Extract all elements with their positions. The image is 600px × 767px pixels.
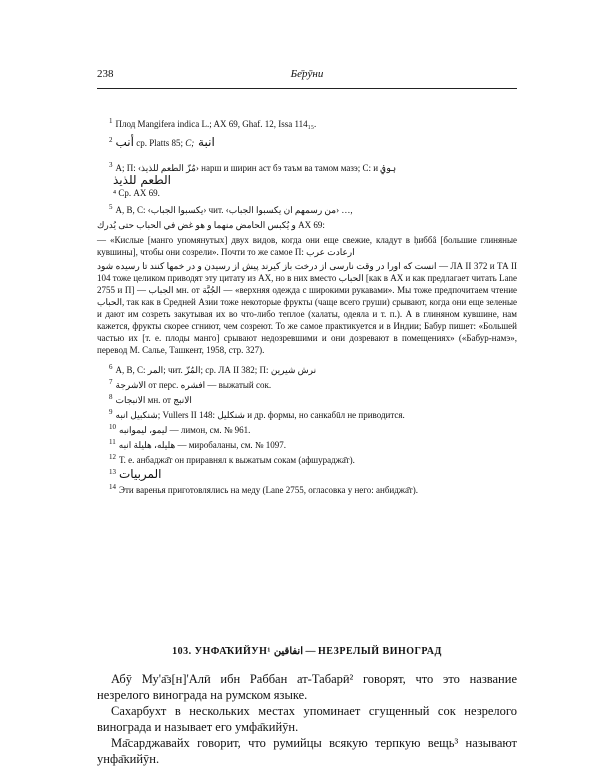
footnote-7: $^7$ الاشرجة от перс. افشره — выжатый сок. xyxy=(109,378,272,390)
page-number: 238 xyxy=(97,68,114,80)
page-header xyxy=(97,68,517,84)
footnotes xyxy=(97,115,517,496)
footnote-2: $^2$ أنب ср. Platts 85; C; انبة xyxy=(109,135,215,149)
body-paragraph: Ма̄сарджавайх говорит, что румийцы всякую терпкую вещь³ называют унфа̄кийӯн. xyxy=(97,736,517,766)
footnote-8: $^8$ الانبجات мн. от الانبج xyxy=(109,393,192,405)
footnote-10: $^{10}$ ليمو، ليموانبه — лимон, см. № 961. xyxy=(109,423,251,435)
footnote-3-cont: الطعم للذيذ xyxy=(113,173,171,187)
body-paragraph: Абӯ Му'а̄з[н]'Алӣ ибн Раббан ат-Табарӣ² говорят, что это название незрелого винограда на румском языке. xyxy=(97,672,517,702)
footnote-5-arabic: و يُكبس الحامض منهما و هو غض في الحباب حتى يُدرك AX 69: xyxy=(97,220,325,230)
footnote-3: $^3$ A; П: ‹مُزّ الطعم للذيذ› нарш и ширин аст бэ таъм ва тамом мазэ; C: и ہوفي xyxy=(109,161,397,173)
header-rule xyxy=(97,88,517,89)
footnote-6: $^6$ A, B, C: المر; чит. المُزّ; ср. ЛА II 382; П: نرش شيرين xyxy=(109,363,317,375)
body-text xyxy=(97,671,517,767)
footnote-12: $^{12}$ Т. е. анбаджа̄т он приравнял к выжатым сокам (афшураджа̄т). xyxy=(109,453,355,465)
footnote-5-translation: — «Кислые [манго упомянутых] двух видов, когда они еще свежие, кладут в ḥиббâ [большие глиняные кувшины], чтобы они созрели». Почти то же самое П: ارعادت عرب xyxy=(97,235,517,257)
running-title: Бе̄рӯни xyxy=(290,68,324,80)
footnote-9: $^9$ شنكبيل انبه; Vullers II 148: شنكليل и др. формы, но санкабūл не приводится. xyxy=(109,408,405,420)
footnote-5: $^5$ A, B, C: ‹يكسبوا الجباب› чит. ‹من رسمهم ان يكسبوا الجباب› …, xyxy=(109,203,353,215)
footnote-1: $^1$ Плод Mangifera indica L.; AX 69, Ghaf. 12, Issa 114₁₅. xyxy=(109,117,317,129)
page xyxy=(97,68,518,766)
footnote-13: $^{13}$ المربيات xyxy=(109,467,162,481)
body-paragraph: Сахарбухт в нескольких местах упоминает сгущенный сок незрелого винограда и называет его умфа̄кийӯн. xyxy=(97,704,517,734)
section-title: 103. УНФА̄КИЙУН¹ انفاقين — НЕЗРЕЛЫЙ ВИНОГРАД xyxy=(172,646,442,657)
footnote-14: $^{14}$ Эти варенья приготовлялись на меду (Lane 2755, огласовка у него: анбиджа̄т). xyxy=(109,483,418,495)
footnote-5-discussion: انست كه اورا در وقت نارسى از درخت باز كيرند پيش از رسيدن و در خمها كنند تا رسيده شود — ЛА II 372 и ТА II 104 тоже целиком приводят эту цитату из AX, но в них вместо الحباب [как в AX и как предлагает читать Lane 2755 и П] — الجباب мн. от الجُبَّة — «верхняя одежда с широкими рукавами». Мы тоже предпочитаем чтение الحباب, так как в Средней Азии тоже некоторые фрукты (чаще всего груши) срывают, когда они еще зеленые и дают им созреть закутывая их во что-либо теплое (халаты, одеяла и т. п.). А в глиняном кувшине, нам кажется, фрукты скорее сгниют, чем созреют. То же самое практикуется и в Индии; Бабур пишет: «Большей частью их [т. е. плоды манго] срывают недозревшими и они дозревают в помещениях» («Бабур-намэ», перевод М. Салье, Ташкент, 1958, стр. 327). xyxy=(97,261,518,355)
footnote-11: $^{11}$ هليله، هليلة انبه — миробаланы, см. № 1097. xyxy=(109,438,286,450)
footnote-4: ⁴ Ср. AX 69. xyxy=(113,188,160,198)
